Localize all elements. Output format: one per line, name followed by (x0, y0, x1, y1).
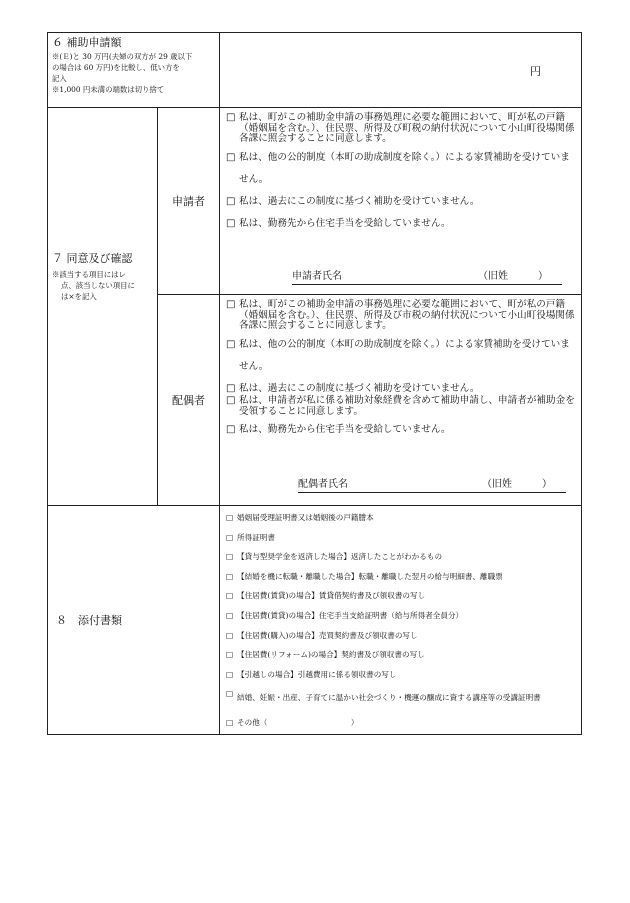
section-7-note-line: は×を記入 (61, 292, 97, 301)
application-form-table (47, 32, 582, 735)
applicant-consent-cell (220, 108, 582, 295)
attachment-text: 【住居費(賃貸)の場合】住宅手当支給証明書（給与所得者全員分） (237, 610, 464, 620)
attachment-checkbox[interactable]: □ (226, 552, 234, 562)
attachment-text: 婚姻届受理証明書又は婚姻後の戸籍謄本 (237, 513, 374, 522)
spouse-consent-item (226, 419, 577, 441)
section-6-note: の場合は 60 万円)を比較し、低い方を (52, 63, 180, 72)
consent-checkbox[interactable]: □ (226, 112, 236, 123)
applicant-consent-item (226, 213, 577, 235)
section-6-note: 記入 (52, 74, 67, 83)
attachment-item (226, 669, 577, 680)
attachment-checkbox[interactable]: □ (226, 571, 234, 581)
consent-text: 私は、町がこの補助金申請の事務処理に必要な範囲において、町が私の戸籍（婚姻届を含む。）、住民票、所得及び町税の納付状況について小山町役場関係各課に照会することに同意します。 (239, 112, 575, 144)
spouse-signature-line[interactable] (298, 478, 566, 493)
section-6-row (48, 33, 582, 108)
consent-checkbox[interactable]: □ (226, 151, 236, 163)
section-7-note-line: ※該当する項目にはレ (52, 270, 126, 279)
attachment-item (226, 590, 577, 601)
consent-text: 私は、他の公的制度（本町の助成制度を除く。）による家賃補助を受けていません。 (239, 338, 570, 372)
attachment-checkbox[interactable]: □ (226, 630, 234, 640)
consent-checkbox[interactable]: □ (226, 395, 236, 406)
yen-unit-label: 円 (530, 65, 542, 78)
spouse-consent-item (226, 334, 577, 378)
attachment-text: 結婚、妊娠・出産、子育てに温かい社会づくり・機運の醸成に資する講座等の受講証明書 (237, 693, 541, 703)
consent-text: 私は、町がこの補助金申請の事務処理に必要な範囲において、町が私の戸籍（婚姻届を含む。）、住民票、所得及び市税の納付状況について小山町役場関係各課に照会することに同意します。 (239, 299, 575, 331)
attachment-item (226, 688, 577, 708)
section-6-note: ※1,000 円未満の端数は切り捨て (52, 85, 165, 94)
section-6-note: ※(Ｅ)と 30 万円(夫婦の双方が 29 歳以下 (52, 52, 193, 61)
consent-checkbox[interactable]: □ (226, 299, 236, 310)
attachment-text: 所得証明書 (237, 532, 275, 542)
spouse-consent-item (226, 300, 577, 332)
applicant-consent-item (226, 113, 577, 145)
applicant-name-label: 申請者氏名 (292, 271, 343, 282)
spouse-role-label: 配偶者 (158, 295, 220, 506)
attachment-text: 【住居費(リフォーム)の場合】契約書及び領収書の写し (237, 650, 425, 660)
attachment-text: 【貸与型奨学金を返済した場合】返済したことがわかるもの (237, 552, 443, 562)
applicant-signature-line[interactable] (292, 270, 562, 285)
applicant-role-label: 申請者 (158, 108, 220, 295)
attachment-text: 【引越しの場合】引越費用に係る領収書の写し (237, 669, 397, 679)
consent-checkbox[interactable]: □ (226, 382, 236, 394)
attachment-item (226, 610, 577, 621)
attachment-checkbox[interactable]: □ (226, 669, 234, 679)
attachment-item (226, 571, 577, 582)
applicant-consent-item (226, 191, 577, 213)
attachment-checkbox[interactable]: □ (226, 591, 234, 601)
spouse-consent-item (226, 396, 577, 417)
attachment-checkbox[interactable]: □ (226, 513, 234, 522)
consent-text: 私は、申請者が私に係る補助対象経費を含めて補助申請し、申請者が補助金を受領することに同意します。 (239, 395, 575, 417)
attachment-checkbox[interactable]: □ (226, 650, 234, 660)
consent-checkbox[interactable]: □ (226, 217, 236, 229)
consent-checkbox[interactable]: □ (226, 195, 236, 207)
attachment-item (226, 532, 577, 543)
section-7-label-cell (48, 108, 158, 506)
spouse-name-label: 配偶者氏名 (298, 479, 349, 490)
applicant-consent-item (226, 147, 577, 191)
consent-text: 私は、過去にこの制度に基づく補助を受けていません。 (239, 195, 480, 207)
spouse-consent-cell (220, 295, 582, 506)
subsidy-amount-field[interactable] (220, 33, 582, 108)
spouse-maiden-name: （旧姓 ） (482, 479, 553, 490)
consent-text: 私は、勤務先から住宅手当を受給していません。 (239, 424, 451, 435)
attachment-item (226, 649, 577, 660)
attachment-item (226, 630, 577, 641)
section-7-note-line: 点、該当しない項目に (61, 281, 135, 290)
section-7-title: ７ 同意及び確認 (52, 252, 133, 265)
attachment-text: 【住居費(購入)の場合】売買契約書及び領収書の写し (237, 630, 418, 640)
attachment-item (226, 512, 577, 523)
attachment-text: その他（ ） (237, 717, 359, 727)
attachment-checkbox[interactable]: □ (226, 689, 234, 699)
attachments-cell (220, 506, 582, 735)
consent-text: 私は、他の公的制度（本町の助成制度を除く。）による家賃補助を受けていません。 (239, 151, 570, 185)
attachment-checkbox[interactable]: □ (226, 532, 234, 542)
consent-checkbox[interactable]: □ (226, 338, 236, 350)
attachment-checkbox[interactable]: □ (226, 717, 234, 727)
attachment-text: 【住居費(賃貸)の場合】賃貸借契約書及び領収書の写し (237, 591, 426, 601)
attachment-item (226, 551, 577, 562)
consent-text: 私は、過去にこの制度に基づく補助を受けていません。 (239, 382, 480, 394)
attachment-checkbox[interactable]: □ (226, 610, 234, 620)
section-7-applicant-row (48, 108, 582, 295)
applicant-maiden-name: （旧姓 ） (478, 271, 549, 282)
spouse-consent-item (226, 384, 577, 395)
section-8-title: ８ 添付書類 (48, 506, 220, 735)
consent-checkbox[interactable]: □ (226, 424, 236, 435)
attachment-item (226, 717, 577, 728)
section-8-row (48, 506, 582, 735)
attachment-text: 【結婚を機に転職・離職した場合】転職・離職した翌月の給与明細書、離職票 (237, 571, 503, 581)
section-6-title: ６ 補助申請額 (52, 36, 122, 49)
section-7-note (52, 269, 156, 302)
section-6-label-cell (48, 33, 220, 108)
consent-text: 私は、勤務先から住宅手当を受給していません。 (239, 217, 451, 229)
